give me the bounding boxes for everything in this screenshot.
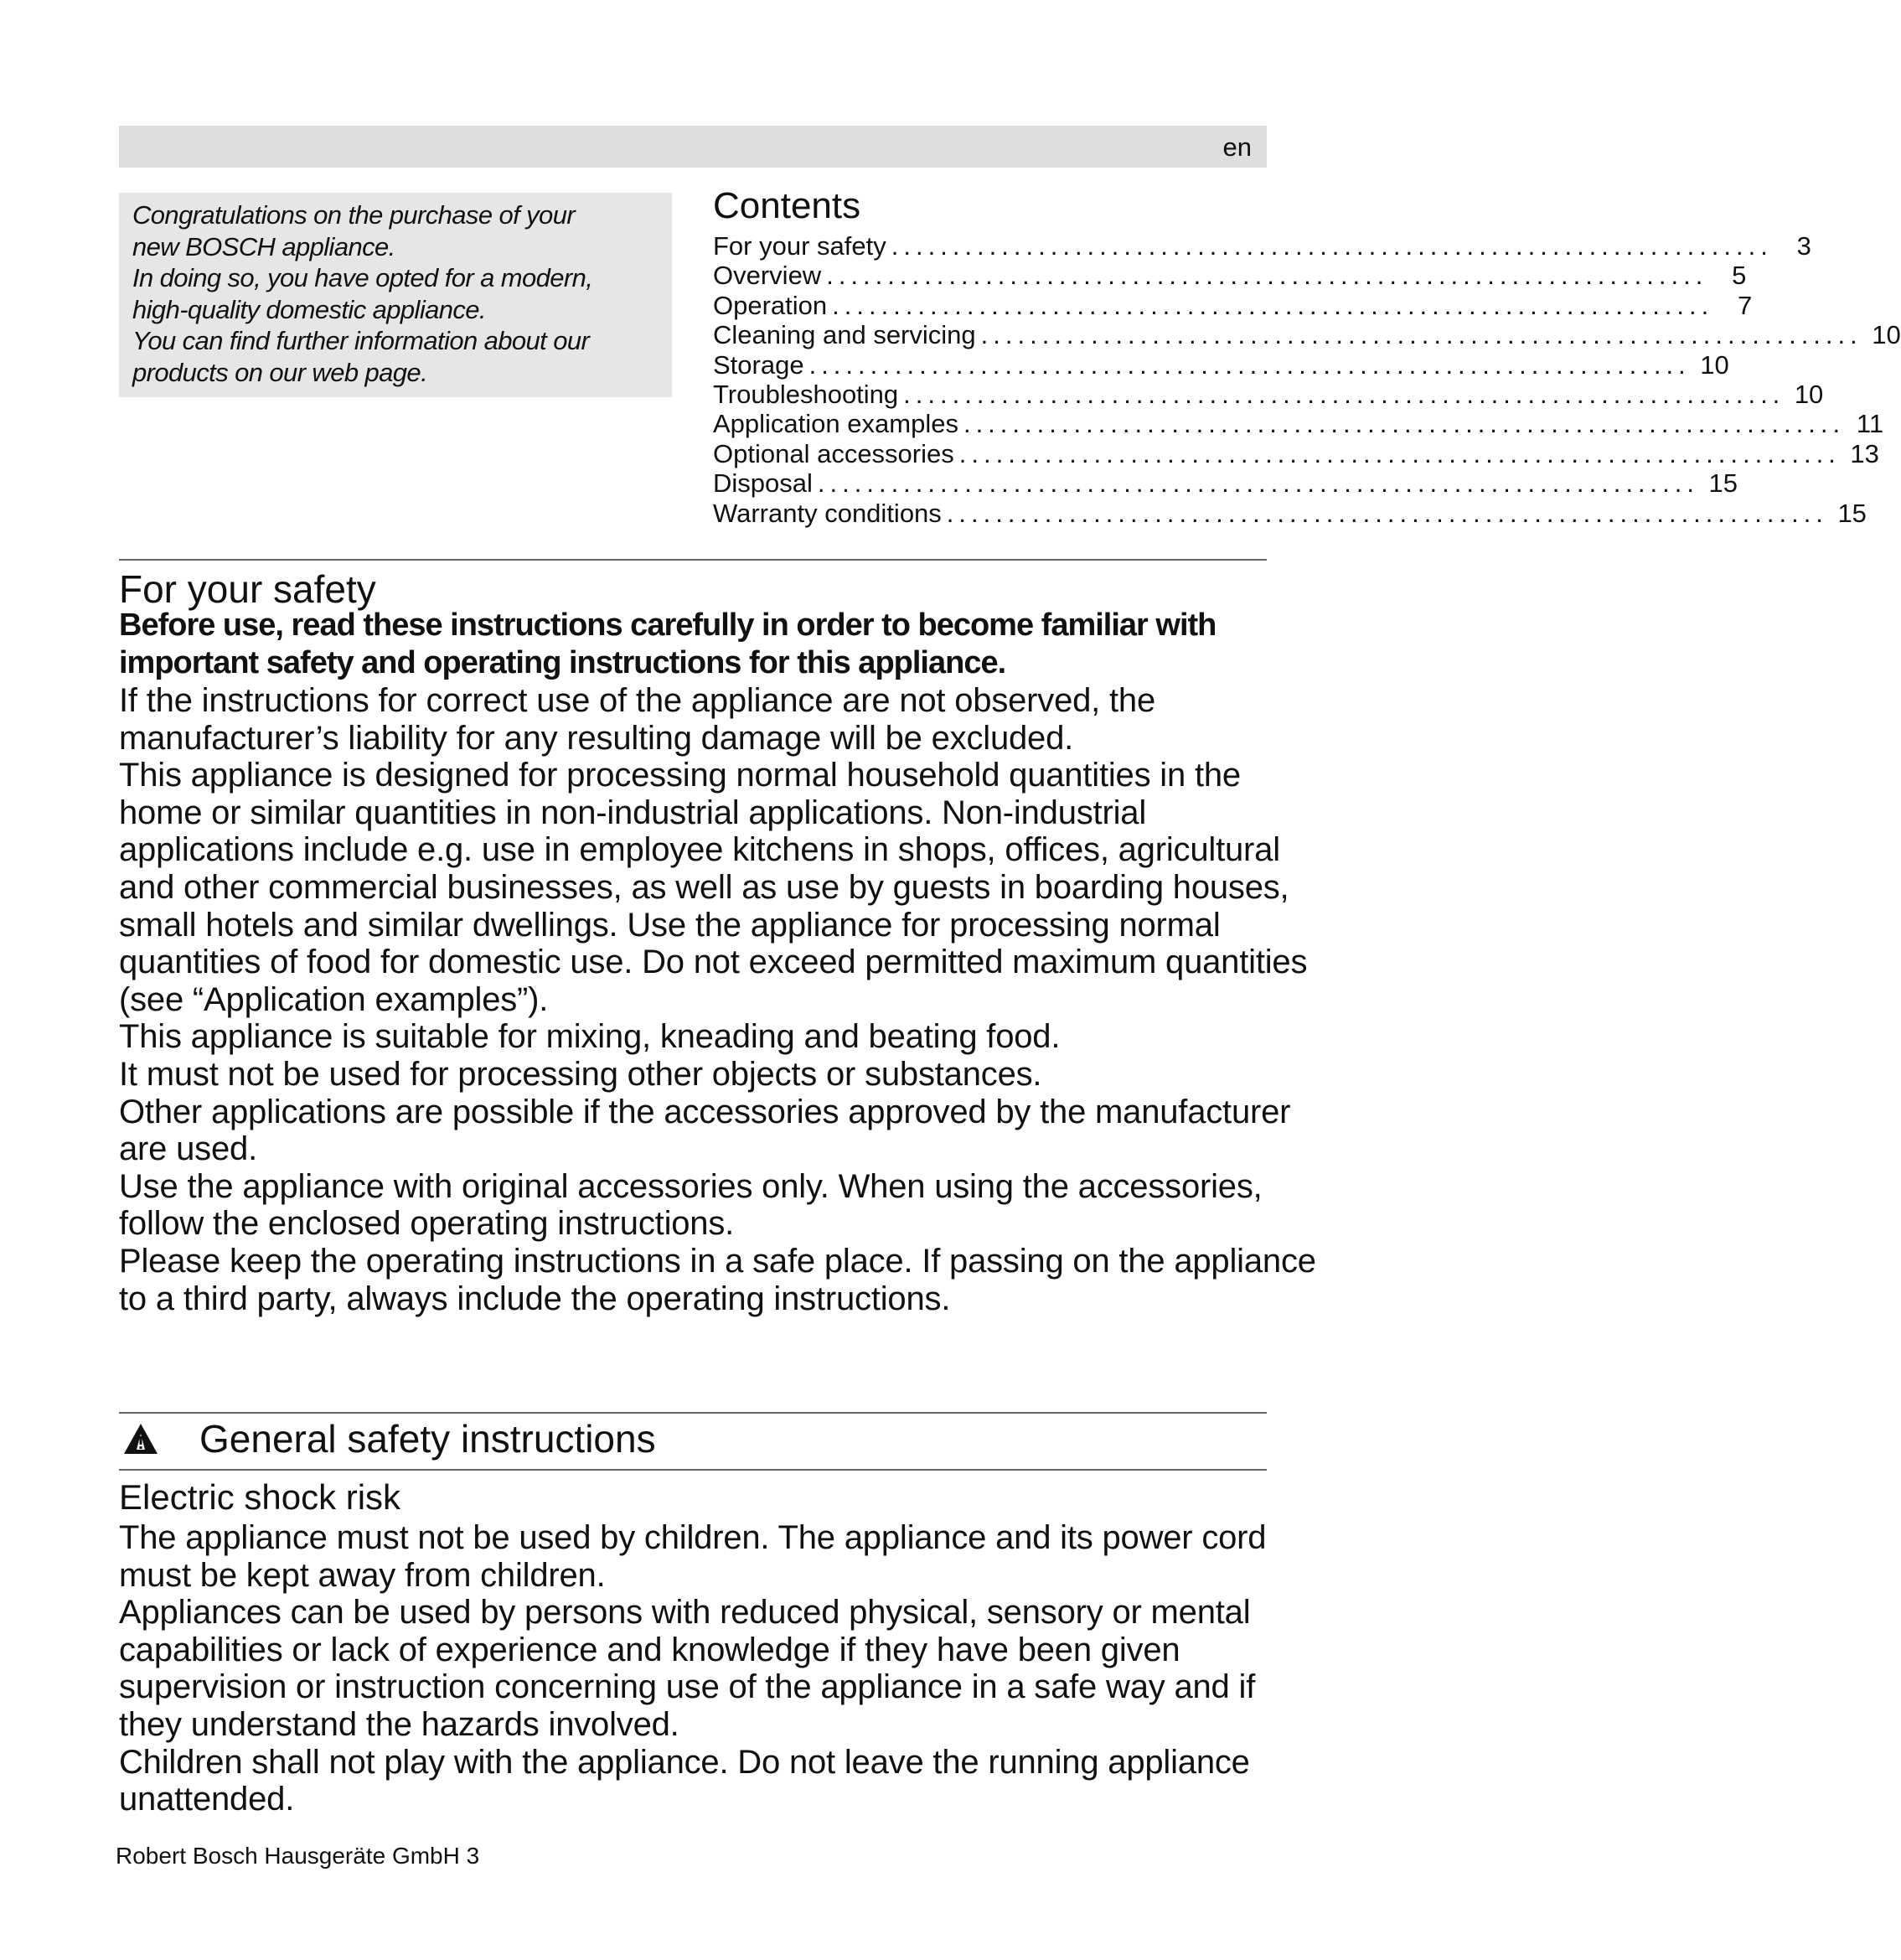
toc-label: Operation bbox=[713, 290, 828, 320]
electric-paragraph: Children shall not play with the appliance. Do not leave the running appliance unattended. bbox=[119, 1743, 1250, 1818]
toc-label: Overview bbox=[713, 261, 822, 291]
toc-item-troubleshooting[interactable] bbox=[713, 380, 1824, 410]
toc-leader: ........................................................................ bbox=[832, 290, 1714, 320]
toc-item-cleaning[interactable] bbox=[713, 320, 1901, 350]
safety-paragraph: Use the appliance with original accessories only. When using the accessories, follow the enclosed operating instructions. bbox=[119, 1167, 1263, 1243]
toc-label: Disposal bbox=[713, 468, 813, 499]
toc-label: For your safety bbox=[713, 231, 886, 261]
page-footer: Robert Bosch Hausgeräte GmbH 3 bbox=[116, 1843, 480, 1869]
toc-leader: ........................................................................ bbox=[826, 261, 1708, 291]
toc-leader: ........................................................................ bbox=[891, 231, 1773, 261]
toc-item-optional-accessories[interactable] bbox=[713, 438, 1879, 468]
safety-paragraph: Other applications are possible if the accessories approved by the manufacturer are used. bbox=[119, 1093, 1291, 1168]
safety-paragraph: If the instructions for correct use of the appliance are not observed, the manufacturer’s liability for any resulting damage will be excluded. bbox=[119, 682, 1156, 757]
toc-leader: ........................................................................ bbox=[946, 498, 1828, 528]
section-divider bbox=[119, 1469, 1267, 1471]
toc-label: Cleaning and servicing bbox=[713, 320, 976, 350]
toc-label: Warranty conditions bbox=[713, 498, 942, 528]
electric-shock-title: Electric shock risk bbox=[119, 1477, 401, 1517]
safety-paragraph: It must not be used for processing other objects or substances. bbox=[119, 1055, 1042, 1093]
electric-paragraph: The appliance must not be used by children. The appliance and its power cord must be kept away from children. bbox=[119, 1519, 1267, 1594]
toc-item-storage[interactable] bbox=[713, 349, 1729, 380]
intro-line: You can find further information about our bbox=[132, 326, 590, 355]
safety-paragraph: This appliance is designed for processing normal household quantities in the home or similar quantities in non-industrial applications. Non-industrial applications include e.g. use in employee kitchens in shops, offices, agricultural and other commercial businesses, as well as use by guests in boarding houses, small hotels and similar dwellings. Use the appliance for processing normal quantities of food for domestic use. Do not exceed permitted maximum quantities (see “Application examples”). bbox=[119, 757, 1308, 1018]
toc-page: 10 bbox=[1700, 349, 1729, 380]
toc-leader: ........................................................................ bbox=[817, 468, 1700, 499]
toc-leader: ........................................................................ bbox=[903, 380, 1785, 410]
intro-box bbox=[119, 193, 672, 397]
toc-label: Troubleshooting bbox=[713, 380, 899, 410]
safety-title: For your safety bbox=[119, 567, 376, 611]
toc-page: 5 bbox=[1732, 261, 1747, 291]
toc-item-disposal[interactable] bbox=[713, 468, 1738, 499]
intro-line: In doing so, you have opted for a modern, bbox=[132, 263, 593, 292]
safety-paragraph: This appliance is suitable for mixing, kneading and beating food. bbox=[119, 1018, 1061, 1056]
general-safety-heading bbox=[119, 1416, 656, 1461]
electric-body bbox=[119, 1519, 1317, 1818]
toc-page: 3 bbox=[1796, 231, 1811, 261]
toc-page: 15 bbox=[1837, 498, 1867, 528]
header-bar bbox=[119, 126, 1267, 168]
section-divider bbox=[119, 559, 1267, 561]
toc-leader: ........................................................................ bbox=[963, 409, 1846, 439]
toc-label: Optional accessories bbox=[713, 438, 954, 468]
intro-line: Congratulations on the purchase of your bbox=[132, 200, 576, 230]
toc-page: 10 bbox=[1872, 320, 1901, 350]
toc-label: Storage bbox=[713, 349, 804, 380]
safety-paragraph: Please keep the operating instructions in a safe place. If passing on the appliance to a third party, always include the operating instructions. bbox=[119, 1242, 1316, 1317]
table-of-contents bbox=[713, 183, 1901, 528]
toc-page: 15 bbox=[1708, 468, 1738, 499]
toc-page: 7 bbox=[1738, 290, 1753, 320]
toc-item-warranty[interactable] bbox=[713, 498, 1867, 528]
toc-leader: ........................................................................ bbox=[808, 349, 1691, 380]
toc-leader: ........................................................................ bbox=[980, 320, 1862, 350]
toc-item-overview[interactable] bbox=[713, 261, 1747, 291]
electric-paragraph: Appliances can be used by persons with reduced physical, sensory or mental capabilities or lack of experience and knowledge if they have been given supervision or instruction concerning use of the appliance in a safe way and if they understand the hazards involved. bbox=[119, 1594, 1256, 1743]
toc-label: Application examples bbox=[713, 409, 958, 439]
warning-triangle-icon bbox=[122, 1422, 159, 1456]
toc-leader: ........................................................................ bbox=[958, 438, 1841, 468]
section-divider bbox=[119, 1412, 1267, 1414]
intro-line: products on our web page. bbox=[132, 357, 428, 387]
general-safety-title: General safety instructions bbox=[199, 1417, 656, 1461]
intro-line: high-quality domestic appliance. bbox=[132, 294, 486, 324]
safety-lead: Before use, read these instructions carefully in order to become familiar with important safety and operating instructions for this appliance. bbox=[119, 608, 1217, 680]
toc-page: 13 bbox=[1850, 438, 1879, 468]
toc-item-application-examples[interactable] bbox=[713, 409, 1884, 439]
toc-page: 10 bbox=[1794, 380, 1824, 410]
intro-line: new BOSCH appliance. bbox=[132, 231, 395, 261]
toc-item-operation[interactable] bbox=[713, 290, 1753, 320]
toc-item-for-your-safety[interactable] bbox=[713, 231, 1811, 261]
contents-title: Contents bbox=[713, 185, 861, 226]
safety-body bbox=[119, 682, 1317, 1317]
language-label: en bbox=[1222, 132, 1252, 162]
toc-page: 11 bbox=[1856, 409, 1884, 439]
